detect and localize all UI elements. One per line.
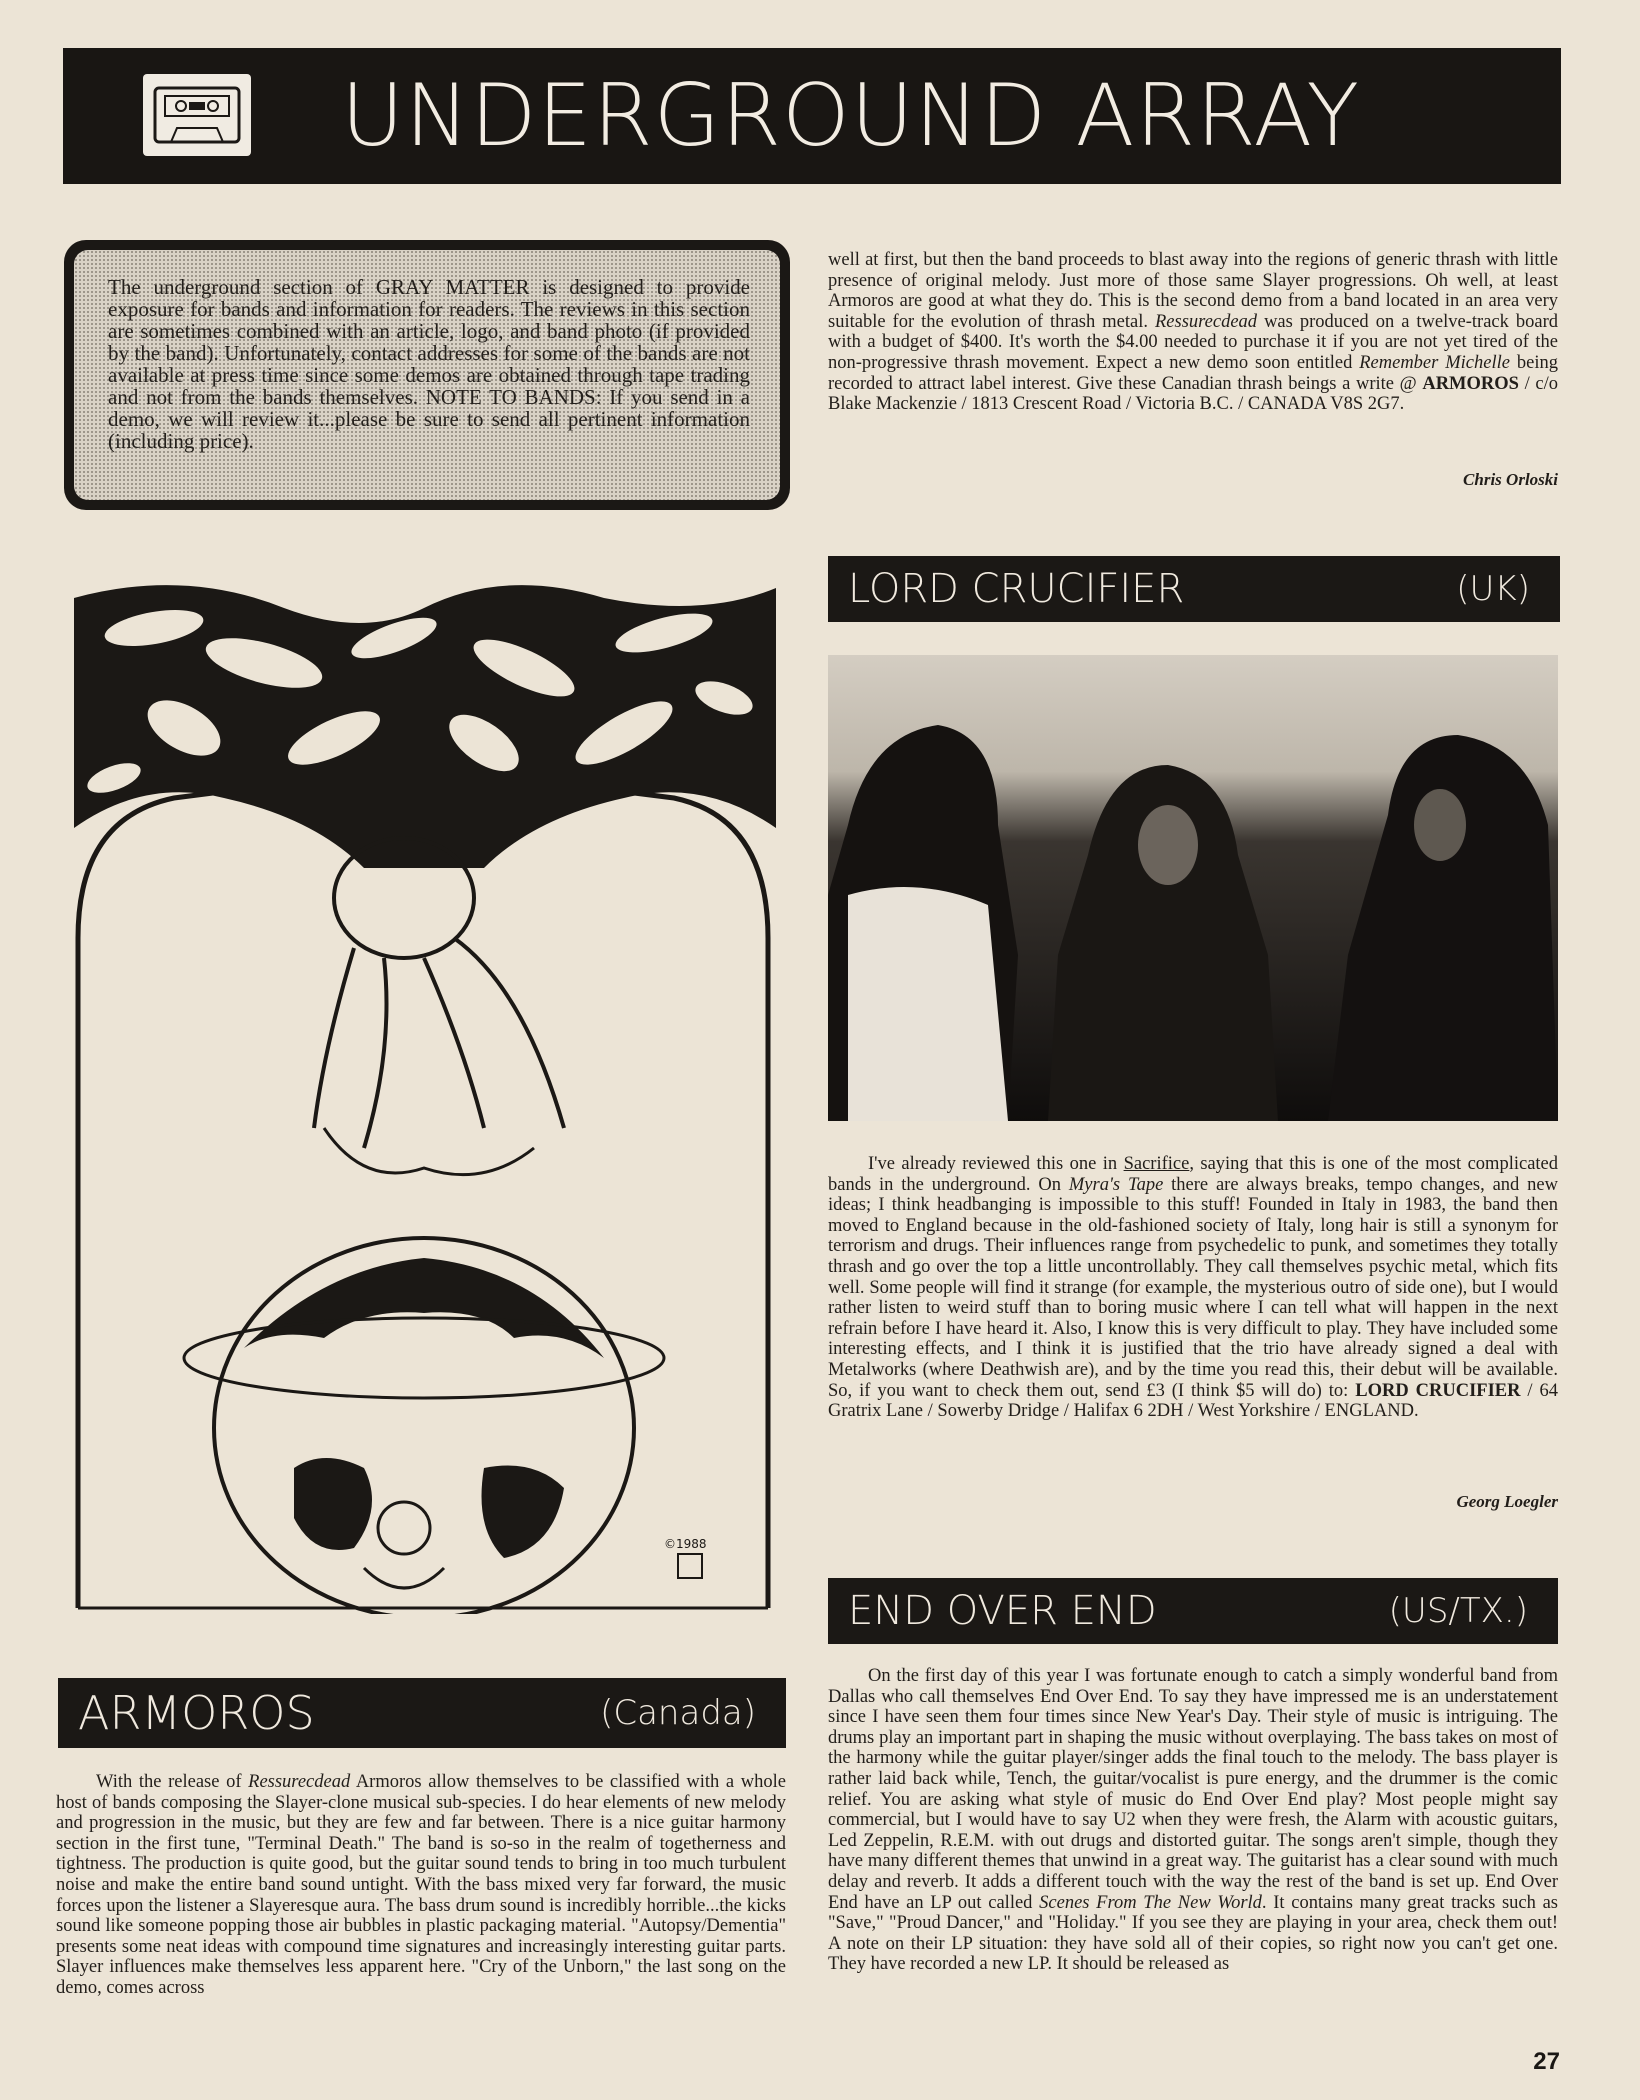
tree-globe-illustration <box>64 568 782 1614</box>
end-over-end-country: (US/TX.) <box>1388 1591 1528 1631</box>
armoros-header <box>58 1678 786 1748</box>
svg-text:©1988: ©1988 <box>664 1537 707 1551</box>
lord-crucifier-author: Georg Loegler <box>1456 1492 1558 1511</box>
armoros-country: (Canada) <box>600 1693 756 1733</box>
intro-text: The underground section of GRAY MATTER is designed to provide exposure for bands and information for readers. The reviews in this section are sometimes combined with an article, logo, and band photo (if provided by the band). Unfortunately, contact addresses for some of the bands are not available at press time since some demos are obtained through tape trading and not from the bands themselves. NOTE TO BANDS: If you send in a demo, we will review it...please be sure to send all pertinent information (including price). <box>74 250 780 500</box>
armoros-author: Chris Orloski <box>1463 470 1558 489</box>
lord-crucifier-name: LORD CRUCIFIER <box>848 566 1185 612</box>
page-title: UNDERGROUND ARRAY <box>341 66 1361 166</box>
masthead-banner <box>63 48 1561 184</box>
end-over-end-name: END OVER END <box>848 1588 1157 1634</box>
intro-box <box>64 240 790 510</box>
end-over-end-header <box>828 1578 1558 1644</box>
armoros-review-continued: well at first, but then the band proceeds to blast away into the regions of generic thrash with little presence of original melody. Just more of those same Slayer progressions. Oh well, at least Armoros are good at what they do. This is the second demo from a band located in an area very suitable for the evolution of thrash metal. Ressurecdead was produced on a twelve-track board with a budget of $400. It's worth the $4.00 needed to purchase it if you are not yet tired of the non-progressive thrash movement. Expect a new demo soon entitled Remember Michelle being recorded to attract label interest. Give these Canadian thrash beings a write @ ARMOROS / c/o Blake Mackenzie / 1813 Crescent Road / Victoria B.C. / CANADA V8S 2G7. <box>828 250 1558 415</box>
artist-signature <box>664 1537 707 1578</box>
page-number: 27 <box>1533 2048 1560 2075</box>
end-over-end-review: On the first day of this year I was fortunate enough to catch a simply wonderful band from Dallas who call themselves End Over End. To say they have impressed me is an understatement since I have seen them four times since New Year's Day. Their style of music is intriguing. The drums play an important part in shaping the music without overplaying. The bass takes on most of the harmony while the guitar player/singer adds the final touch to the melody. The bass player is rather laid back while, Tench, the guitar/vocalist is pure energy, and the drummer is the comic relief. You are asking what style of music do End Over End play? Most people might say commercial, but I would have to say U2 when they were fresh, the Alarm with acoustic guitars, Led Zeppelin, R.E.M. with out drugs and distorted guitar. The songs aren't simple, though they have many different themes that unwind in a great way. The guitarist has a clear sound with much delay and reverb. It adds a different touch with the way the rest of the band is set up. End Over End have an LP out called Scenes From The New World. It contains many great tracks such as "Save," "Proud Dancer," and "Holiday." If you see they are playing in your area, check them out! A note on their LP situation: they have sold all of their copies, so right now you can't get one. They have recorded a new LP. It should be released as <box>828 1666 1559 1975</box>
lord-crucifier-country: (UK) <box>1456 569 1530 609</box>
armoros-review: With the release of Ressurecdead Armoros allow themselves to be classified with a whole host of bands composing the Slayer-clone musical sub-species. I do hear elements of new melody and progression in the music, but they are few and far between. There is a nice guitar harmony section in the first tune, "Terminal Death." The band is so-so in the realm of togetherness and tightness. The production is quite good, but the guitar sound tends to bring in too much turbulent noise and make the entire band sound untight. With the bass mixed very far forward, the music forces upon the listener a Slayeresque aura. The bass drum sound is incredibly horrible...the kicks sound like someone popping those air bubbles in plastic packaging material. "Autopsy/Dementia" presents some neat ideas with compound time signatures and increasingly interesting guitar parts. Slayer influences make themselves less apparent here. "Cry of the Unborn," the last song on the demo, comes across <box>56 1772 786 1998</box>
armoros-name: ARMOROS <box>78 1686 315 1740</box>
band-photo <box>828 655 1558 1121</box>
lord-crucifier-header <box>828 556 1560 622</box>
cassette-icon <box>143 74 251 156</box>
lord-crucifier-review: I've already reviewed this one in Sacrifice, saying that this is one of the most complicated bands in the underground. On Myra's Tape there are always breaks, tempo changes, and new ideas; I think headbanging is impossible to this stuff! Founded in Italy in 1983, the band then moved to England because in the old-fashioned society of Italy, long hair is still a synonym for terrorism and drugs. Their influences range from psychedelic to punk, and sometimes they totally thrash and go over the top a little uncontrollably. They call themselves psychic metal, which fits well. Some people will find it strange (for example, the mysterious outro of side one), but I would rather listen to weird stuff than to boring music where I can tell what will happen in the next refrain before I have heard it. Also, I know this is very difficult to play. They have included some interesting effects, and I think it is justified that the trio have already signed a deal with Metalworks (where Deathwish are), and by the time you read this, their debut will be available. So, if you want to check them out, send £3 (I think $5 will do) to: LORD CRUCIFIER / 64 Gratrix Lane / Sowerby Dridge / Halifax 6 2DH / West Yorkshire / ENGLAND. <box>828 1154 1559 1422</box>
